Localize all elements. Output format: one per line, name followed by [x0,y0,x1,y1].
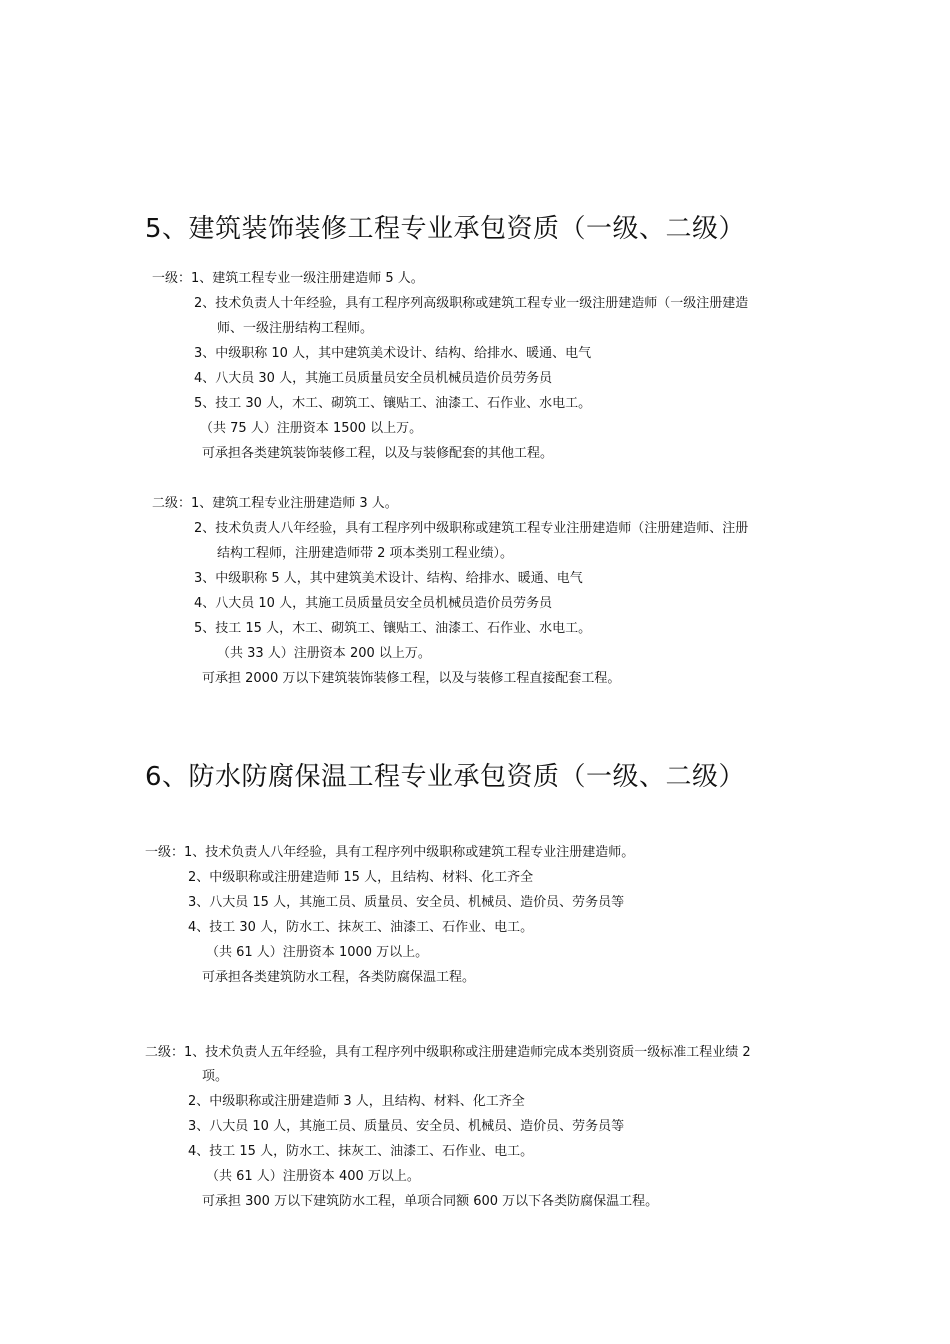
section6-l2-item4: 4、技工 15 人，防水工、抹灰工、油漆工、石作业、电工。 [188,1144,534,1159]
section5-l1-item4: 4、八大员 30 人，其施工员质量员安全员机械员造价员劳务员 [194,371,553,386]
section5-l2-item3: 3、中级职称 5 人，其中建筑美术设计、结构、给排水、暖通、电气 [194,571,583,586]
section5-l1-item3: 3、中级职称 10 人，其中建筑美术设计、结构、给排水、暖通、电气 [194,346,592,361]
section6-l2-total: （共 61 人）注册资本 400 万以上。 [206,1169,420,1184]
section5-l1-item2-cont: 师、一级注册结构工程师。 [217,321,374,336]
section6-l2-item3: 3、八大员 10 人，其施工员、质量员、安全员、机械员、造价员、劳务员等 [188,1119,625,1134]
section6-l1-total: （共 61 人）注册资本 1000 万以上。 [206,945,429,960]
section6-heading: 6、防水防腐保温工程专业承包资质（一级、二级） [145,762,746,792]
section5-l1-scope: 可承担各类建筑装饰装修工程，以及与装修配套的其他工程。 [202,446,554,461]
section5-l1-item1: 一级：1、建筑工程专业一级注册建造师 5 人。 [152,271,424,286]
section6-l1-item4: 4、技工 30 人，防水工、抹灰工、油漆工、石作业、电工。 [188,920,534,935]
section6-l2-scope: 可承担 300 万以下建筑防水工程，单项合同额 600 万以下各类防腐保温工程。 [202,1194,659,1209]
section5-l1-total: （共 75 人）注册资本 1500 以上万。 [200,421,423,436]
section6-l1-scope: 可承担各类建筑防水工程，各类防腐保温工程。 [202,970,476,985]
section6-l2-item1: 二级：1、技术负责人五年经验，具有工程序列中级职称或注册建造师完成本类别资质一级标准工程业绩 2 [145,1045,751,1060]
section5-l2-item4: 4、八大员 10 人，其施工员质量员安全员机械员造价员劳务员 [194,596,553,611]
section6-l1-item3: 3、八大员 15 人，其施工员、质量员、安全员、机械员、造价员、劳务员等 [188,895,625,910]
section5-l2-item5: 5、技工 15 人，木工、砌筑工、镶贴工、油漆工、石作业、水电工。 [194,621,592,636]
section5-l1-item2: 2、技术负责人十年经验，具有工程序列高级职称或建筑工程专业一级注册建造师（一级注册建造 [194,296,749,311]
section6-l1-item1: 一级：1、技术负责人八年经验，具有工程序列中级职称或建筑工程专业注册建造师。 [145,845,635,860]
section5-l2-item2: 2、技术负责人八年经验，具有工程序列中级职称或建筑工程专业注册建造师（注册建造师、注册 [194,521,749,536]
section6-l2-item1-cont: 项。 [202,1069,229,1084]
section5-heading: 5、建筑装饰装修工程专业承包资质（一级、二级） [145,214,746,244]
section5-l2-item1: 二级：1、建筑工程专业注册建造师 3 人。 [152,496,398,511]
section5-l2-item2-cont: 结构工程师，注册建造师带 2 项本类别工程业绩）。 [217,546,514,561]
section5-l1-item5: 5、技工 30 人，木工、砌筑工、镶贴工、油漆工、石作业、水电工。 [194,396,592,411]
section6-l2-item2: 2、中级职称或注册建造师 3 人，且结构、材料、化工齐全 [188,1094,525,1109]
section6-l1-item2: 2、中级职称或注册建造师 15 人，且结构、材料、化工齐全 [188,870,534,885]
section5-l2-scope: 可承担 2000 万以下建筑装饰装修工程，以及与装修工程直接配套工程。 [202,671,621,686]
section5-l2-total: （共 33 人）注册资本 200 以上万。 [217,646,431,661]
